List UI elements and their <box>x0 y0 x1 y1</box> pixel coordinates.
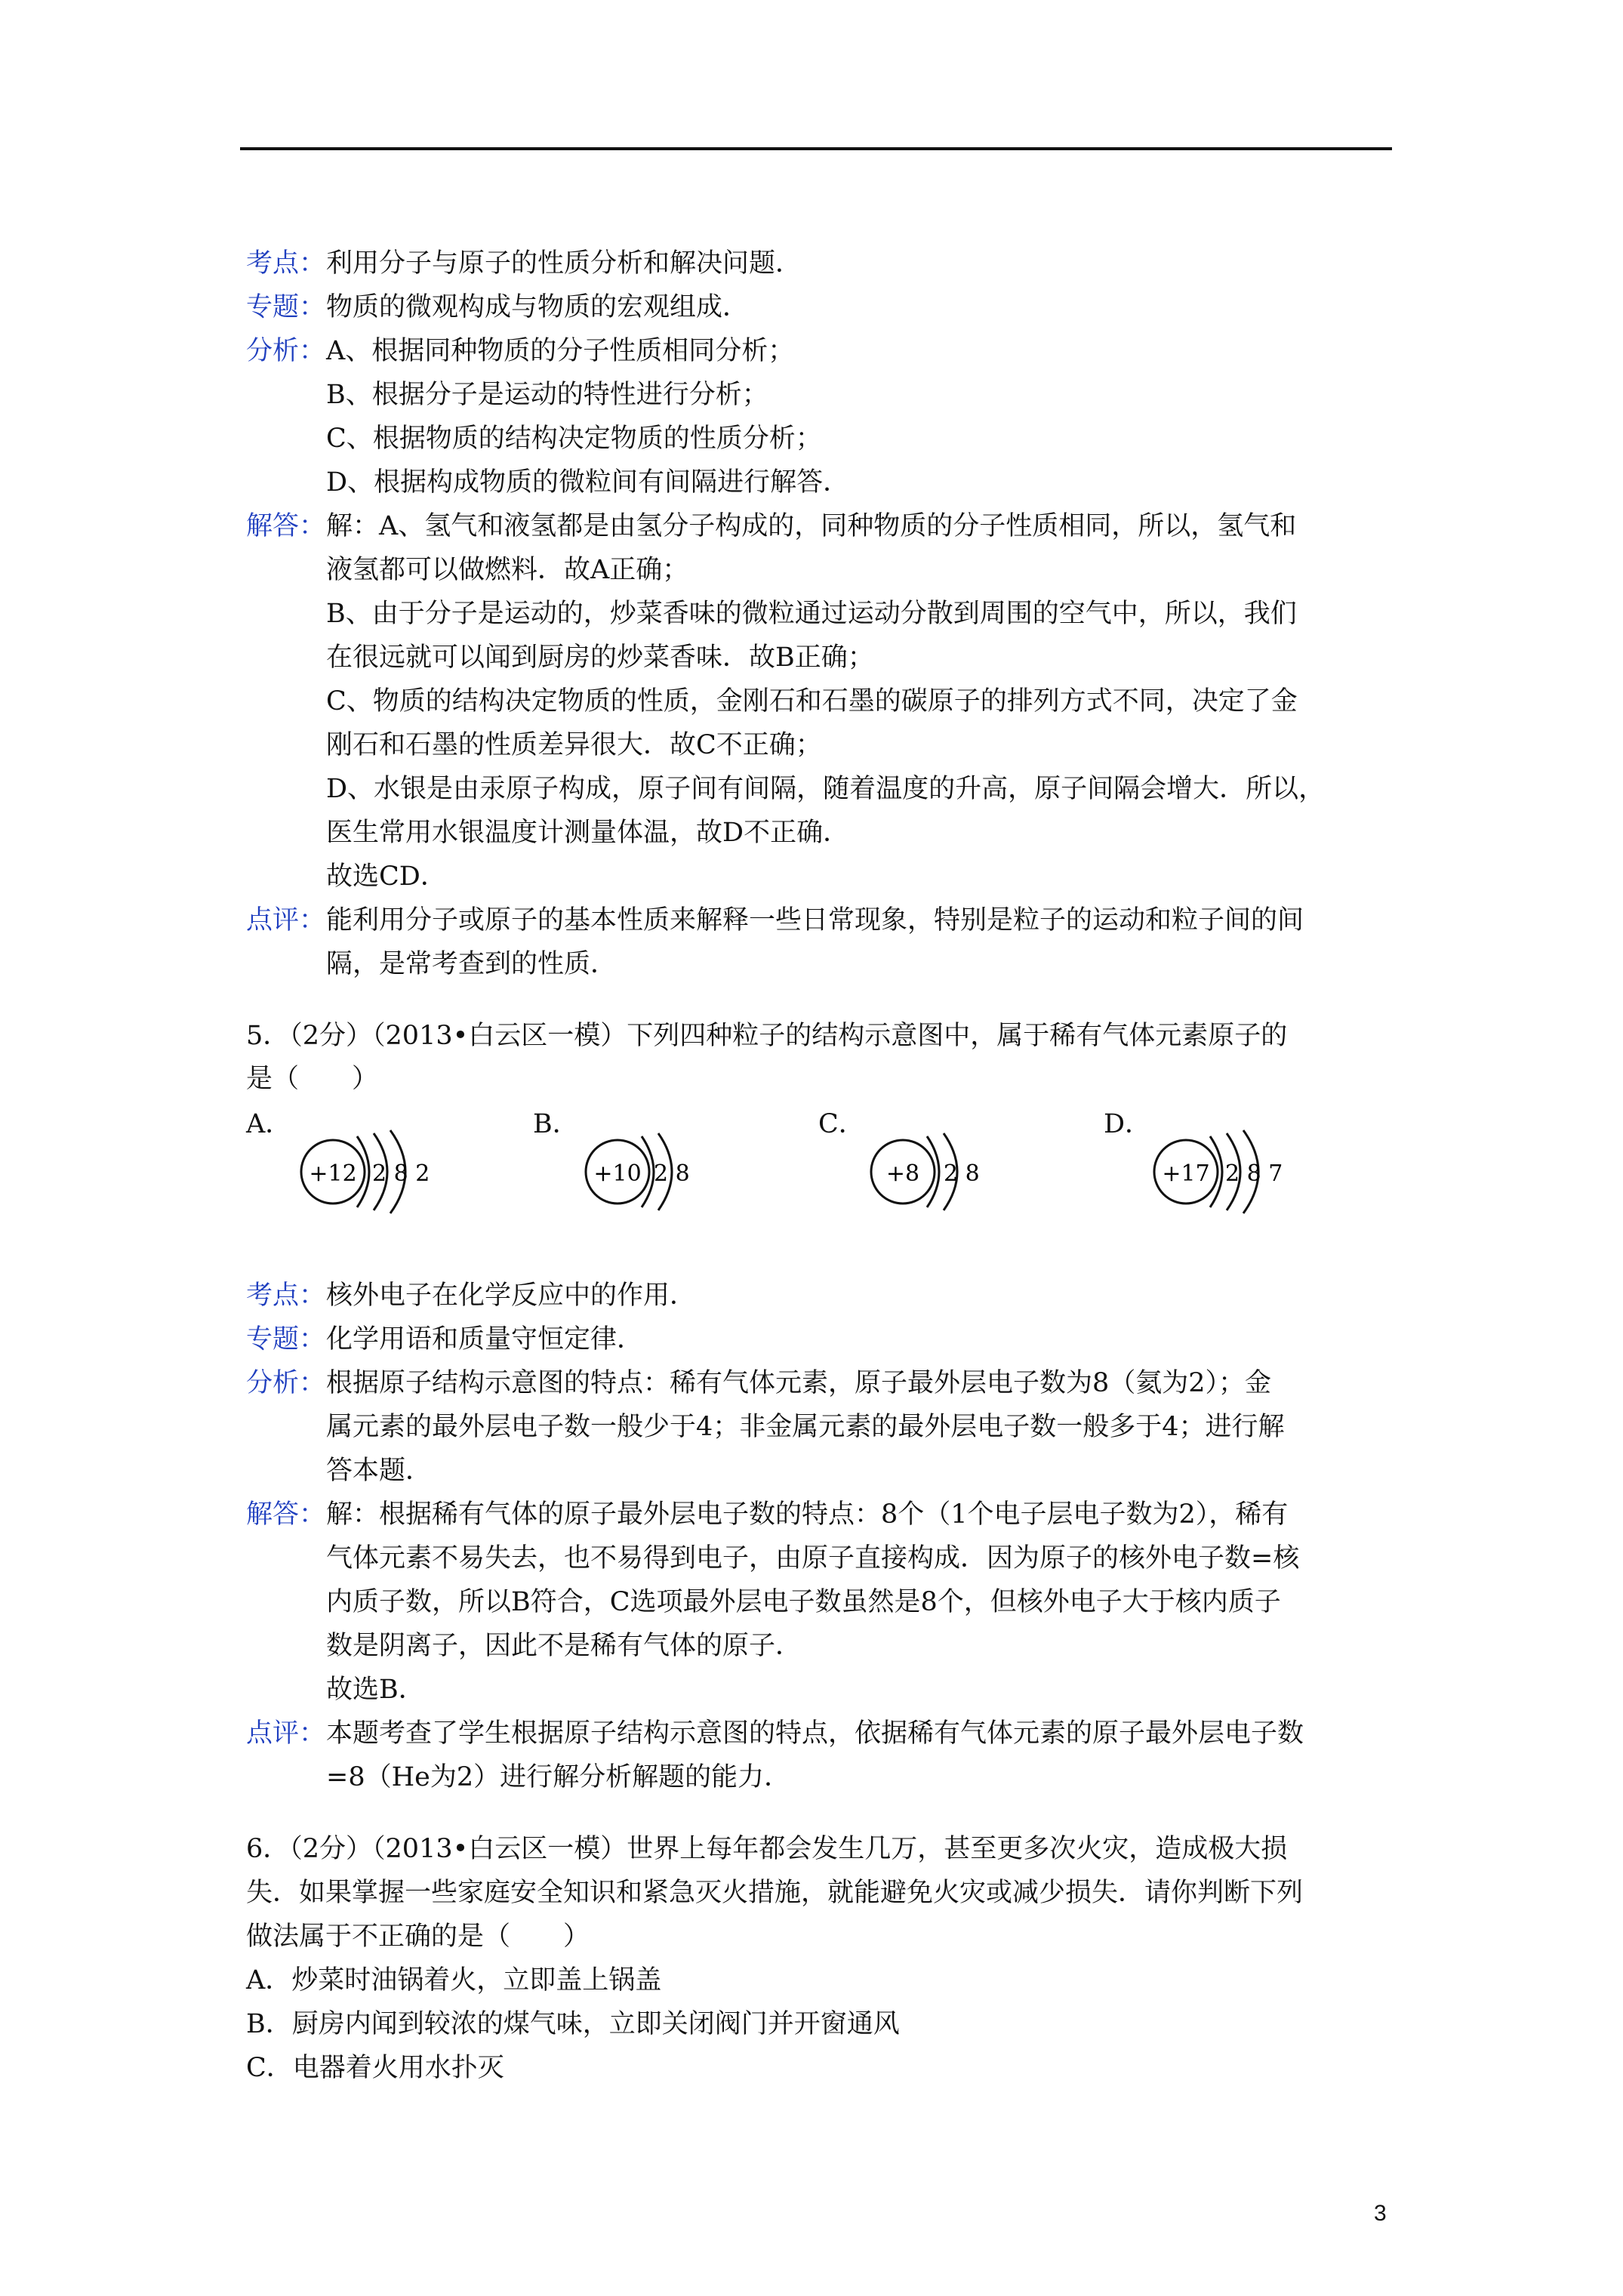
jieda-line: 内质子数，所以B符合，C选项最外层电子数虽然是8个，但核外电子大于核内质子 <box>326 1587 1281 1617</box>
kaodian-text: 核外电子在化学反应中的作用． <box>326 1281 697 1311</box>
question-6-option-b: B．厨房内闻到较浓的煤气味，立即关闭阀门并开窗通风 <box>246 2009 900 2039</box>
shell-electrons: 2 8 <box>654 1160 690 1187</box>
fenxi-line: C、根据物质的结构决定物质的性质分析； <box>326 424 822 454</box>
zhuanti-text: 化学用语和质量守恒定律． <box>326 1324 644 1354</box>
jieda-line: 故选B． <box>326 1675 425 1705</box>
option-b-letter: B． <box>533 1109 579 1139</box>
jieda-line: 液氢都可以做燃料．故A正确； <box>326 555 689 585</box>
jieda-line: C、物质的结构决定物质的性质，金刚石和石墨的碳原子的排列方式不同，决定了金 <box>326 686 1298 717</box>
question-6-option-a: A．炒菜时油锅着火，立即盖上锅盖 <box>246 1965 662 1996</box>
jieda-line: D、水银是由汞原子构成，原子间有间隔，随着温度的升高，原子间隔会增大．所以， <box>326 774 1326 804</box>
dianping-line: 能利用分子或原子的基本性质来解释一些日常现象，特别是粒子的运动和粒子间的间 <box>326 905 1304 935</box>
atom-diagram-c <box>868 1129 989 1227</box>
atom-diagram-d <box>1151 1129 1295 1227</box>
jieda-line: 刚石和石墨的性质差异很大．故C不正确； <box>326 730 822 760</box>
fenxi-line: D、根据构成物质的微粒间有间隔进行解答． <box>326 467 850 498</box>
jieda-label: 解答： <box>246 511 326 541</box>
jieda-line: 气体元素不易失去，也不易得到电子，由原子直接构成．因为原子的核外电子数=核 <box>326 1543 1300 1573</box>
jieda-line: 故选CD． <box>326 861 447 892</box>
fenxi-line: 答本题． <box>326 1456 433 1486</box>
header-rule <box>240 147 1392 150</box>
fenxi-line: A、根据同种物质的分子性质相同分析； <box>326 336 795 366</box>
fenxi-line: 属元素的最外层电子数一般少于4；非金属元素的最外层电子数一般多于4；进行解 <box>326 1412 1285 1442</box>
kaodian-text: 利用分子与原子的性质分析和解决问题． <box>326 248 802 279</box>
question-6-option-c: C．电器着火用水扑灭 <box>246 2053 504 2083</box>
jieda-line: 在很远就可以闻到厨房的炒菜香味．故B正确； <box>326 643 874 673</box>
jieda-line: 解：A、氢气和液氢都是由氢分子构成的，同种物质的分子性质相同，所以，氢气和 <box>326 511 1297 541</box>
question-5-stem: 是（ ） <box>246 1064 379 1094</box>
zhuanti-text: 物质的微观构成与物质的宏观组成． <box>326 292 750 322</box>
question-6-stem: 失．如果掌握一些家庭安全知识和紧急灭火措施，就能避免火灾或减少损失．请你判断下列 <box>246 1878 1304 1908</box>
page-number: 3 <box>1374 2201 1387 2226</box>
dianping-line: 隔，是常考查到的性质． <box>326 949 617 979</box>
fenxi-line: B、根据分子是运动的特性进行分析； <box>326 380 768 410</box>
jieda-line: 解：根据稀有气体的原子最外层电子数的特点：8个（1个电子层电子数为2），稀有 <box>326 1499 1289 1530</box>
dianping-line: 本题考查了学生根据原子结构示意图的特点，依据稀有气体元素的原子最外层电子数 <box>326 1718 1304 1749</box>
atom-diagram-b <box>581 1129 710 1227</box>
zhuanti-label: 专题： <box>246 1324 326 1354</box>
question-5-stem: 5．（2分）（2013•白云区一模）下列四种粒子的结构示意图中，属于稀有气体元素原子的 <box>246 1021 1288 1051</box>
nucleus-charge: +8 <box>885 1160 920 1187</box>
option-c-letter: C． <box>818 1109 865 1139</box>
fenxi-label: 分析： <box>246 1368 326 1398</box>
nucleus-charge: +17 <box>1162 1160 1210 1187</box>
jieda-line: 数是阴离子，因此不是稀有气体的原子． <box>326 1631 802 1661</box>
dianping-line: =8（He为2）进行解分析解题的能力． <box>326 1762 791 1792</box>
atom-diagram-a <box>298 1129 442 1227</box>
question-6-stem: 6．（2分）（2013•白云区一模）世界上每年都会发生几万，甚至更多次火灾，造成极大损 <box>246 1834 1288 1864</box>
jieda-line: B、由于分子是运动的，炒菜香味的微粒通过运动分散到周围的空气中，所以，我们 <box>326 599 1297 629</box>
nucleus-charge: +12 <box>309 1160 357 1187</box>
kaodian-label: 考点： <box>246 248 326 279</box>
jieda-label: 解答： <box>246 1499 326 1530</box>
question-6-stem: 做法属于不正确的是（ ） <box>246 1922 590 1952</box>
fenxi-label: 分析： <box>246 336 326 366</box>
zhuanti-label: 专题： <box>246 292 326 322</box>
dianping-label: 点评： <box>246 1718 326 1749</box>
dianping-label: 点评： <box>246 905 326 935</box>
nucleus-charge: +10 <box>593 1160 642 1187</box>
shell-electrons: 2 8 7 <box>1225 1160 1283 1187</box>
kaodian-label: 考点： <box>246 1281 326 1311</box>
shell-electrons: 2 8 2 <box>372 1160 430 1187</box>
option-a-letter: A． <box>246 1109 292 1139</box>
option-d-letter: D． <box>1104 1109 1152 1139</box>
shell-electrons: 2 8 <box>944 1160 980 1187</box>
jieda-line: 医生常用水银温度计测量体温，故D不正确． <box>326 818 850 848</box>
fenxi-line: 根据原子结构示意图的特点：稀有气体元素，原子最外层电子数为8（氦为2）；金 <box>326 1368 1272 1398</box>
